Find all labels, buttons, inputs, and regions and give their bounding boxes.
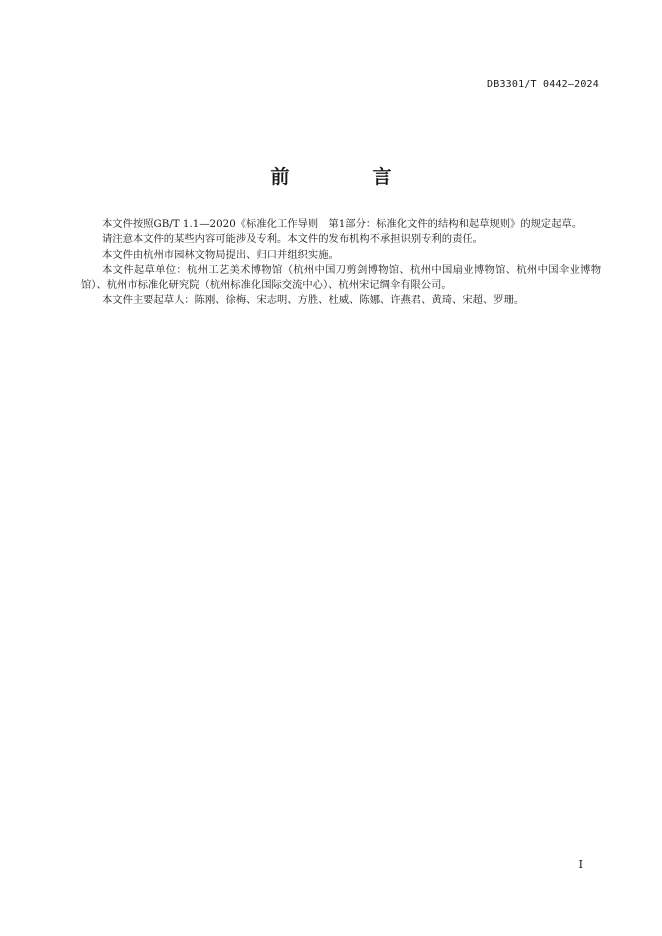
document-code: DB3301/T 0442—2024: [487, 79, 599, 90]
page-number: I: [578, 858, 583, 871]
foreword-body: [81, 217, 601, 309]
paragraph-drafting-basis: 本文件按照GB/T 1.1—2020《标准化工作导则 第1部分：标准化文件的结构和起草规则》的规定起草。: [102, 218, 583, 230]
page-title: 前 言: [270, 166, 424, 188]
paragraph-proposer: 本文件由杭州市园林文物局提出、归口并组织实施。: [102, 248, 339, 261]
paragraph-drafting-units: 本文件起草单位：杭州工艺美术博物馆（杭州中国刀剪剑博物馆、杭州中国扇业博物馆、杭州中国伞业博物馆）、杭州市标准化研究院（杭州标准化国际交流中心）、杭州宋记绸伞有限公司。: [81, 263, 601, 292]
paragraph-patent-notice: 请注意本文件的某些内容可能涉及专利。本文件的发布机构不承担识别专利的责任。: [102, 233, 483, 246]
paragraph-drafters: 本文件主要起草人：陈刚、徐梅、宋志明、方胜、杜威、陈娜、许燕君、黄琦、宋超、罗珊。: [102, 294, 525, 307]
